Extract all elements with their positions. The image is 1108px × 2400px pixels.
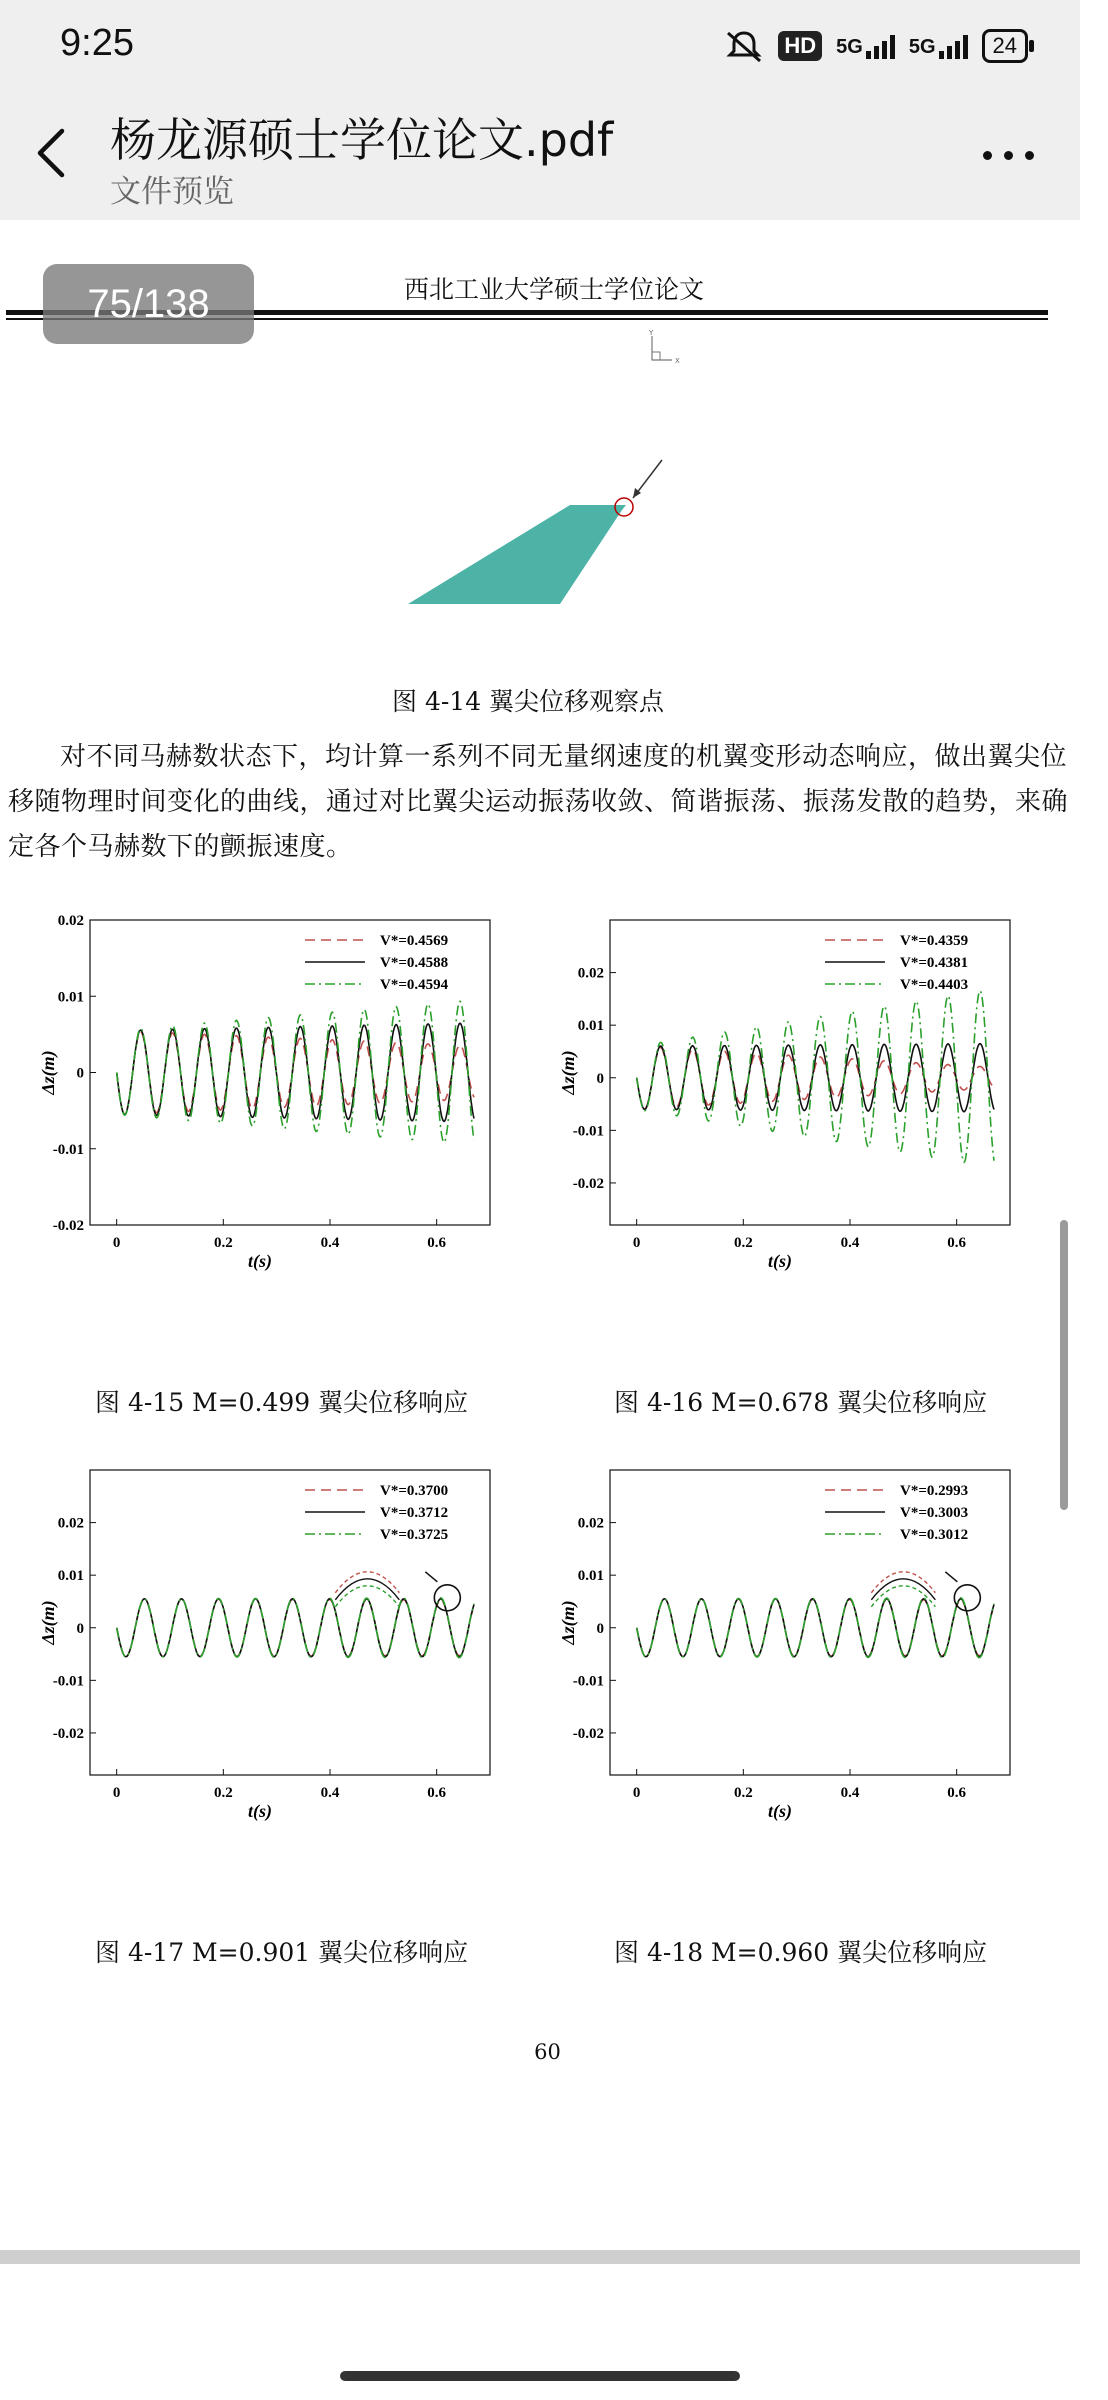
- x-tick-label: 0.2: [733, 1235, 753, 1251]
- x-tick-label: 0.2: [213, 1235, 233, 1251]
- legend-label: V*=0.4381: [900, 955, 969, 971]
- y-tick-label: -0.02: [52, 1218, 84, 1234]
- x-tick-label: 0.4: [840, 1785, 860, 1801]
- y-tick-label: 0.01: [57, 989, 84, 1006]
- y-tick-label: 0.02: [57, 913, 84, 929]
- legend-label: V*=0.4594: [380, 977, 449, 993]
- page-separator: [0, 2250, 1080, 2264]
- back-button[interactable]: [32, 125, 72, 181]
- legend-label: V*=0.4403: [900, 977, 969, 993]
- y-tick-label: 0.02: [577, 1515, 604, 1532]
- legend-label: V*=0.4569: [380, 933, 449, 949]
- chart-4-17: [38, 1470, 510, 1821]
- x-tick-label: 0: [112, 1785, 121, 1801]
- figure-caption-4-16: 图 4-16 M=0.678 翼尖位移响应: [614, 1388, 988, 1417]
- y-tick-label: 0: [596, 1620, 604, 1637]
- y-tick-label: -0.02: [52, 1725, 84, 1742]
- page-indicator: 75/138: [43, 264, 254, 344]
- more-options-button[interactable]: [976, 140, 1040, 170]
- app-header: [0, 0, 1080, 220]
- signal-icon-2: [909, 33, 968, 59]
- legend-label: V*=0.4588: [380, 955, 449, 971]
- x-axis-label: t(s): [248, 1801, 272, 1821]
- document-title: 杨龙源硕士学位论文.pdf: [110, 113, 614, 167]
- x-tick-label: 0.6: [427, 1785, 447, 1801]
- y-axis-label: Δz(m): [38, 1050, 58, 1095]
- svg-text:Y: Y: [649, 329, 654, 337]
- x-tick-label: 0: [112, 1235, 121, 1251]
- y-tick-label: 0: [76, 1620, 84, 1637]
- x-axis-label: t(s): [768, 1251, 792, 1271]
- more-dot-icon: [1004, 151, 1013, 160]
- battery-icon: 24: [982, 29, 1028, 63]
- figure-caption-4-18: 图 4-18 M=0.960 翼尖位移响应: [614, 1938, 988, 1967]
- chart-4-15: [38, 913, 510, 1271]
- y-axis-label: Δz(m): [558, 1050, 578, 1095]
- chevron-left-icon: [32, 125, 72, 181]
- status-icons: [724, 24, 1028, 68]
- figure-caption-4-17: 图 4-17 M=0.901 翼尖位移响应: [95, 1938, 469, 1967]
- y-tick-label: 0.02: [577, 965, 604, 982]
- y-tick-label: -0.01: [572, 1123, 604, 1140]
- y-tick-label: -0.02: [572, 1175, 604, 1192]
- y-axis-label: Δz(m): [38, 1600, 58, 1645]
- legend-label: V*=0.3725: [380, 1527, 449, 1543]
- y-tick-label: -0.01: [52, 1141, 84, 1158]
- y-axis-label: Δz(m): [558, 1600, 578, 1645]
- y-tick-label: 0: [596, 1070, 604, 1087]
- x-tick-label: 0.6: [427, 1235, 447, 1251]
- status-time: 9:25: [60, 22, 134, 64]
- y-tick-label: 0.01: [577, 1018, 604, 1035]
- y-tick-label: 0.02: [57, 1515, 84, 1532]
- wing-shape: [408, 505, 626, 604]
- legend-label: V*=0.3012: [900, 1527, 969, 1543]
- x-axis-label: t(s): [768, 1801, 792, 1821]
- legend-label: V*=0.2993: [900, 1483, 969, 1499]
- signal-icon-1: [836, 33, 895, 59]
- svg-text:X: X: [675, 357, 680, 365]
- document-subtitle: 文件预览: [110, 174, 234, 210]
- y-tick-label: 0: [76, 1065, 84, 1082]
- more-dot-icon: [983, 151, 992, 160]
- axis-triad-icon: [648, 329, 680, 365]
- x-tick-label: 0.6: [947, 1785, 967, 1801]
- y-tick-label: 0.01: [577, 1568, 604, 1585]
- legend-label: V*=0.3712: [380, 1505, 449, 1521]
- wing-figure: [390, 330, 710, 630]
- more-dot-icon: [1025, 151, 1034, 160]
- page-number: 60: [534, 2040, 561, 2064]
- x-tick-label: 0.4: [840, 1235, 860, 1251]
- x-tick-label: 0.6: [947, 1235, 967, 1251]
- y-tick-label: -0.01: [52, 1673, 84, 1690]
- legend-label: V*=0.3700: [380, 1483, 449, 1499]
- x-tick-label: 0: [632, 1785, 641, 1801]
- home-indicator[interactable]: [340, 2371, 740, 2381]
- mute-icon: [724, 29, 764, 63]
- x-tick-label: 0.4: [320, 1785, 340, 1801]
- y-tick-label: -0.02: [572, 1725, 604, 1742]
- scrollbar[interactable]: [1060, 1220, 1068, 1510]
- body-paragraph: 对不同马赫数状态下，均计算一系列不同无量纲速度的机翼变形动态响应，做出翼尖位移随物理时间变化的曲线，通过对比翼尖运动振荡收敛、简谐振荡、振荡发散的趋势，来确定各个马赫数下的颤振速度。: [8, 742, 1069, 862]
- network-label-2: 5G: [908, 36, 936, 58]
- chart-4-16: [558, 920, 1030, 1271]
- chart-4-18: [558, 1470, 1030, 1821]
- x-tick-label: 0.2: [213, 1785, 233, 1801]
- x-tick-label: 0: [632, 1235, 641, 1251]
- running-header: 西北工业大学硕士学位论文: [403, 275, 704, 304]
- y-tick-label: 0.01: [57, 1568, 84, 1585]
- y-tick-label: -0.01: [572, 1673, 604, 1690]
- pdf-page[interactable]: [0, 220, 1080, 2245]
- legend-label: V*=0.4359: [900, 933, 969, 949]
- figure-caption-4-15: 图 4-15 M=0.499 翼尖位移响应: [95, 1388, 469, 1417]
- network-label-1: 5G: [836, 36, 863, 58]
- x-axis-label: t(s): [248, 1251, 272, 1271]
- x-tick-label: 0.2: [733, 1785, 753, 1801]
- figure-caption-4-14: 图 4-14 翼尖位移观察点: [392, 687, 665, 716]
- x-tick-label: 0.4: [320, 1235, 340, 1251]
- legend-label: V*=0.3003: [900, 1505, 969, 1521]
- hd-badge: HD: [778, 31, 822, 61]
